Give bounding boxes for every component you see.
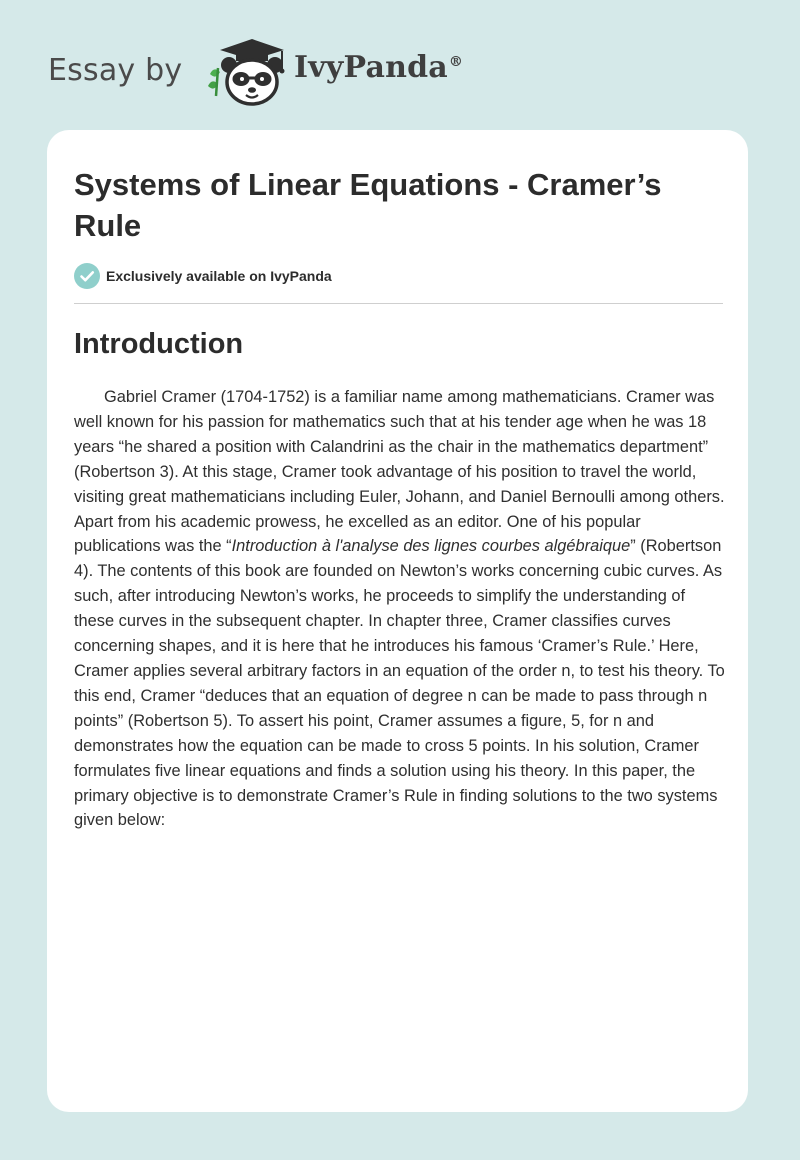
- paragraph-text-part2: ” (Robertson 4). The contents of this book are founded on Newton’s works concerning cubic curves. As such, after introducing Newton’s works, he proceeds to simplify the understanding of these curves in the subsequent chapter. In chapter three, Cramer classifies curves concerning shapes, and it is here that he introduces his famous ‘Cramer’s Rule.’ Here, Cramer applies several arbitrary factors in an equation of the order n, to test his theory. To this end, Cramer “deduces that an equation of degree n can be made to pass through n points” (Robertson 5). To assert his point, Cramer assumes a figure, 5, for n and demonstrates how the equation can be made to cross 5 points. In his solution, Cramer formulates five linear equations and finds a solution using his theory. In this paper, the primary objective is to demonstrate Cramer’s Rule in finding solutions to the two systems given below:: [74, 537, 725, 830]
- site-header: [48, 36, 508, 108]
- panda-with-graduation-cap-icon[interactable]: [202, 36, 298, 108]
- divider: [74, 303, 723, 304]
- brand-prefix: Essay by: [48, 53, 183, 88]
- essay-card: [47, 130, 748, 1112]
- introduction-paragraph: [74, 385, 726, 833]
- badge-text: Exclusively available on IvyPanda: [106, 268, 332, 284]
- exclusive-badge: [74, 263, 332, 289]
- registered-mark: ®: [448, 54, 464, 70]
- page-title: Systems of Linear Equations - Cramer’s Rule: [74, 167, 662, 243]
- paragraph-text-part1: Gabriel Cramer (1704-1752) is a familiar name among mathematicians. Cramer was well known for his passion for mathematics such that at his tender age when he was 18 years “he shared a position with Calandrini as the chair in the mathematics department” (Robertson 3). At this stage, Cramer took advantage of his position to travel the world, visiting great mathematicians including Euler, Johann, and Daniel Bernoulli among others. Apart from his academic prowess, he excelled as an editor. One of his popular publications was the “: [74, 388, 725, 556]
- brand-name[interactable]: IvyPanda®: [294, 50, 464, 85]
- book-title-italic: Introduction à l'analyse des lignes courbes algébraique: [231, 537, 631, 556]
- check-circle-icon: [74, 263, 100, 289]
- section-heading-introduction: Introduction: [74, 328, 244, 360]
